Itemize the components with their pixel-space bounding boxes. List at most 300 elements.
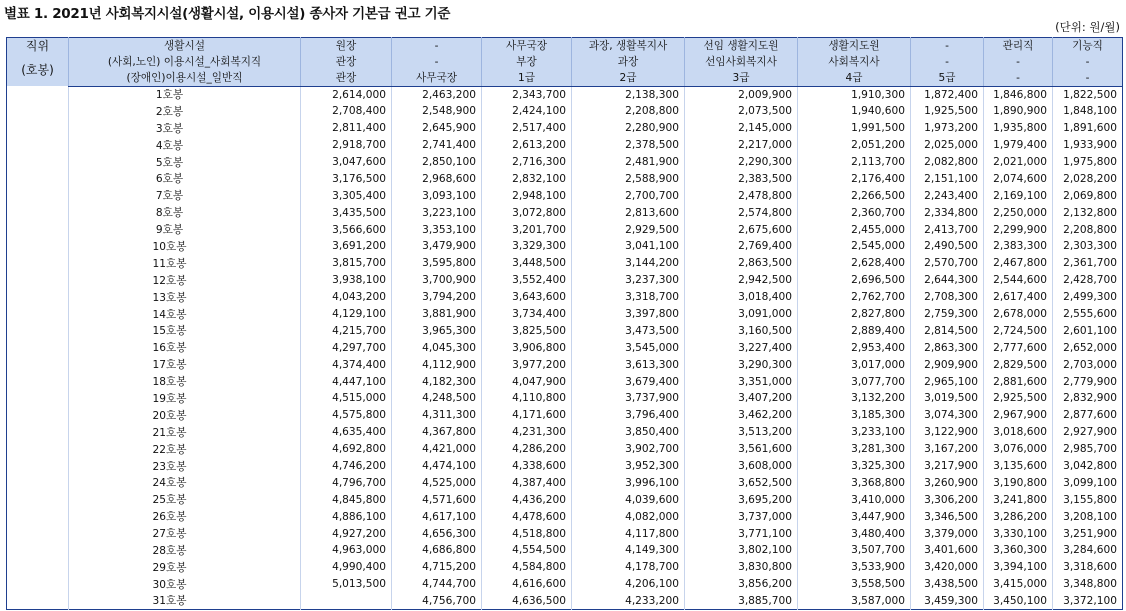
- salary-cell: 2,145,000: [685, 120, 798, 137]
- row-spacer: [7, 491, 69, 508]
- salary-cell: 3,977,200: [482, 356, 572, 373]
- salary-cell: 3,407,200: [685, 390, 798, 407]
- row-spacer: [7, 322, 69, 339]
- salary-cell: 3,881,900: [392, 306, 482, 323]
- salary-cell: 3,545,000: [572, 339, 685, 356]
- salary-cell: 3,700,900: [392, 272, 482, 289]
- salary-cell: 4,129,100: [301, 306, 392, 323]
- salary-cell: 3,318,600: [1053, 559, 1123, 576]
- salary-cell: 1,848,100: [1053, 103, 1123, 120]
- salary-cell: 2,614,000: [301, 86, 392, 103]
- row-spacer: [7, 120, 69, 137]
- salary-cell: 2,942,500: [685, 272, 798, 289]
- salary-cell: 3,802,100: [685, 542, 798, 559]
- col-header: 사무국장: [482, 38, 572, 54]
- salary-cell: 2,929,500: [572, 221, 685, 238]
- salary-cell: 2,968,600: [392, 170, 482, 187]
- salary-cell: 3,507,700: [798, 542, 911, 559]
- salary-cell: 3,351,000: [685, 373, 798, 390]
- row-spacer: [7, 441, 69, 458]
- salary-cell: 2,428,700: [1053, 272, 1123, 289]
- table-row: [7, 154, 1123, 171]
- salary-cell: 3,237,300: [572, 272, 685, 289]
- salary-cell: 4,215,700: [301, 322, 392, 339]
- salary-cell: 2,138,300: [572, 86, 685, 103]
- table-row: [7, 542, 1123, 559]
- row-spacer: [7, 525, 69, 542]
- salary-cell: 4,171,600: [482, 407, 572, 424]
- salary-cell: 3,394,100: [984, 559, 1053, 576]
- col-header: 과장, 생활복지사: [572, 38, 685, 54]
- col-header: 관리직: [984, 38, 1053, 54]
- salary-cell: 1,975,800: [1053, 154, 1123, 171]
- salary-cell: 3,695,200: [685, 491, 798, 508]
- salary-cell: 4,796,700: [301, 474, 392, 491]
- step-label: 17호봉: [69, 356, 301, 373]
- salary-cell: 2,069,800: [1053, 187, 1123, 204]
- salary-cell: 3,938,100: [301, 272, 392, 289]
- salary-cell: 2,383,500: [685, 170, 798, 187]
- salary-cell: 3,099,100: [1053, 474, 1123, 491]
- salary-cell: 4,043,200: [301, 289, 392, 306]
- salary-cell: 1,973,200: [911, 120, 984, 137]
- salary-cell: 2,424,100: [482, 103, 572, 120]
- salary-cell: 3,825,500: [482, 322, 572, 339]
- salary-cell: 4,117,800: [572, 525, 685, 542]
- salary-cell: [301, 593, 392, 610]
- salary-cell: 3,480,400: [798, 525, 911, 542]
- col-header: -: [984, 70, 1053, 86]
- salary-cell: 3,074,300: [911, 407, 984, 424]
- col-header: 기능직: [1053, 38, 1123, 54]
- salary-cell: 2,652,000: [1053, 339, 1123, 356]
- salary-cell: 4,692,800: [301, 441, 392, 458]
- salary-cell: 3,167,200: [911, 441, 984, 458]
- step-label: 21호봉: [69, 424, 301, 441]
- salary-table: [6, 37, 1123, 610]
- salary-cell: 2,889,400: [798, 322, 911, 339]
- salary-cell: 4,311,300: [392, 407, 482, 424]
- salary-cell: 2,762,700: [798, 289, 911, 306]
- table-row: [7, 238, 1123, 255]
- col-header: 과장: [572, 54, 685, 70]
- salary-cell: 2,645,900: [392, 120, 482, 137]
- salary-cell: 3,042,800: [1053, 458, 1123, 475]
- table-row: [7, 272, 1123, 289]
- salary-cell: 3,144,200: [572, 255, 685, 272]
- step-label: 16호봉: [69, 339, 301, 356]
- step-label: 24호봉: [69, 474, 301, 491]
- row-spacer: [7, 103, 69, 120]
- salary-cell: 2,208,800: [1053, 221, 1123, 238]
- step-label: 22호봉: [69, 441, 301, 458]
- step-header-line2: (호봉): [21, 63, 54, 77]
- table-row: [7, 593, 1123, 610]
- salary-cell: 2,169,100: [984, 187, 1053, 204]
- salary-cell: 2,716,300: [482, 154, 572, 171]
- salary-cell: 3,379,000: [911, 525, 984, 542]
- row-spacer: [7, 289, 69, 306]
- table-row: [7, 306, 1123, 323]
- salary-cell: 3,260,900: [911, 474, 984, 491]
- salary-cell: 2,548,900: [392, 103, 482, 120]
- table-row: [7, 221, 1123, 238]
- salary-cell: 2,334,800: [911, 204, 984, 221]
- salary-cell: 1,991,500: [798, 120, 911, 137]
- salary-cell: 2,250,000: [984, 204, 1053, 221]
- salary-cell: 4,110,800: [482, 390, 572, 407]
- salary-cell: 4,963,000: [301, 542, 392, 559]
- salary-cell: 2,280,900: [572, 120, 685, 137]
- salary-cell: 4,478,600: [482, 508, 572, 525]
- salary-cell: 3,017,000: [798, 356, 911, 373]
- salary-cell: 3,462,200: [685, 407, 798, 424]
- salary-cell: 2,909,900: [911, 356, 984, 373]
- salary-cell: 3,372,100: [1053, 593, 1123, 610]
- salary-cell: 1,872,400: [911, 86, 984, 103]
- salary-cell: 2,675,600: [685, 221, 798, 238]
- salary-cell: 2,360,700: [798, 204, 911, 221]
- salary-cell: 3,435,500: [301, 204, 392, 221]
- salary-cell: 4,182,300: [392, 373, 482, 390]
- salary-cell: 3,155,800: [1053, 491, 1123, 508]
- col-header: -: [1053, 54, 1123, 70]
- salary-cell: 3,479,900: [392, 238, 482, 255]
- salary-cell: 1,822,500: [1053, 86, 1123, 103]
- row-spacer: [7, 474, 69, 491]
- salary-cell: 3,965,300: [392, 322, 482, 339]
- salary-cell: 2,455,000: [798, 221, 911, 238]
- col-header: 사회복지사: [798, 54, 911, 70]
- salary-cell: 3,906,800: [482, 339, 572, 356]
- salary-cell: 2,025,000: [911, 137, 984, 154]
- table-row: [7, 407, 1123, 424]
- salary-cell: 4,149,300: [572, 542, 685, 559]
- salary-cell: 3,368,800: [798, 474, 911, 491]
- table-row: [7, 103, 1123, 120]
- col-header: 선임사회복지사: [685, 54, 798, 70]
- salary-cell: 3,227,400: [685, 339, 798, 356]
- salary-cell: 4,436,200: [482, 491, 572, 508]
- col-header: -: [984, 54, 1053, 70]
- salary-cell: 4,248,500: [392, 390, 482, 407]
- step-label: 5호봉: [69, 154, 301, 171]
- salary-cell: 1,933,900: [1053, 137, 1123, 154]
- salary-cell: 2,877,600: [1053, 407, 1123, 424]
- salary-cell: 2,779,900: [1053, 373, 1123, 390]
- step-label: 18호봉: [69, 373, 301, 390]
- salary-cell: 3,952,300: [572, 458, 685, 475]
- salary-cell: 1,979,400: [984, 137, 1053, 154]
- step-label: 20호봉: [69, 407, 301, 424]
- salary-cell: 4,571,600: [392, 491, 482, 508]
- salary-cell: 2,644,300: [911, 272, 984, 289]
- salary-cell: 4,233,200: [572, 593, 685, 610]
- salary-cell: 2,290,300: [685, 154, 798, 171]
- salary-cell: 4,656,300: [392, 525, 482, 542]
- salary-cell: 3,353,100: [392, 221, 482, 238]
- salary-cell: 3,613,300: [572, 356, 685, 373]
- salary-cell: 2,696,500: [798, 272, 911, 289]
- salary-cell: 2,009,900: [685, 86, 798, 103]
- salary-cell: 3,794,200: [392, 289, 482, 306]
- table-row: [7, 86, 1123, 103]
- label-header-line3: (장애인)이용시설_일반직: [69, 70, 301, 86]
- salary-cell: 4,387,400: [482, 474, 572, 491]
- salary-cell: 1,940,600: [798, 103, 911, 120]
- row-spacer: [7, 390, 69, 407]
- table-row: [7, 339, 1123, 356]
- salary-cell: 2,918,700: [301, 137, 392, 154]
- salary-cell: 2,708,300: [911, 289, 984, 306]
- salary-cell: 3,018,600: [984, 424, 1053, 441]
- row-spacer: [7, 339, 69, 356]
- salary-cell: 2,613,200: [482, 137, 572, 154]
- step-label: 8호봉: [69, 204, 301, 221]
- salary-cell: 3,185,300: [798, 407, 911, 424]
- col-header: 사무국장: [392, 70, 482, 86]
- salary-cell: 3,201,700: [482, 221, 572, 238]
- salary-cell: 3,401,600: [911, 542, 984, 559]
- salary-cell: 4,744,700: [392, 576, 482, 593]
- salary-cell: 2,925,500: [984, 390, 1053, 407]
- salary-cell: 2,555,600: [1053, 306, 1123, 323]
- salary-cell: 3,077,700: [798, 373, 911, 390]
- col-header: 5급: [911, 70, 984, 86]
- salary-cell: 2,948,100: [482, 187, 572, 204]
- step-label: 29호봉: [69, 559, 301, 576]
- salary-cell: 3,850,400: [572, 424, 685, 441]
- table-row: [7, 525, 1123, 542]
- salary-cell: 4,286,200: [482, 441, 572, 458]
- step-label: 28호봉: [69, 542, 301, 559]
- table-row: [7, 187, 1123, 204]
- salary-cell: 3,566,600: [301, 221, 392, 238]
- salary-cell: 3,241,800: [984, 491, 1053, 508]
- salary-cell: 3,856,200: [685, 576, 798, 593]
- salary-cell: 3,679,400: [572, 373, 685, 390]
- salary-cell: 2,811,400: [301, 120, 392, 137]
- salary-cell: 4,231,300: [482, 424, 572, 441]
- salary-cell: 2,545,000: [798, 238, 911, 255]
- col-header: 생활지도원: [798, 38, 911, 54]
- salary-cell: 2,953,400: [798, 339, 911, 356]
- salary-cell: 2,724,500: [984, 322, 1053, 339]
- table-row: [7, 356, 1123, 373]
- salary-cell: 3,438,500: [911, 576, 984, 593]
- salary-cell: 3,415,000: [984, 576, 1053, 593]
- salary-cell: 3,306,200: [911, 491, 984, 508]
- salary-cell: 4,047,900: [482, 373, 572, 390]
- salary-cell: 4,338,600: [482, 458, 572, 475]
- table-row: [7, 204, 1123, 221]
- salary-cell: 4,039,600: [572, 491, 685, 508]
- row-spacer: [7, 356, 69, 373]
- table-row: [7, 170, 1123, 187]
- salary-cell: 2,021,000: [984, 154, 1053, 171]
- step-label: 11호봉: [69, 255, 301, 272]
- salary-cell: 3,290,300: [685, 356, 798, 373]
- step-label: 31호봉: [69, 593, 301, 610]
- salary-cell: 3,190,800: [984, 474, 1053, 491]
- step-label: 10호봉: [69, 238, 301, 255]
- salary-cell: 3,091,000: [685, 306, 798, 323]
- row-spacer: [7, 204, 69, 221]
- salary-cell: 3,595,800: [392, 255, 482, 272]
- salary-cell: 4,297,700: [301, 339, 392, 356]
- col-header: -: [392, 54, 482, 70]
- unit-label: (단위: 원/월): [1055, 20, 1120, 34]
- salary-cell: 2,759,300: [911, 306, 984, 323]
- salary-cell: 2,208,800: [572, 103, 685, 120]
- salary-cell: 2,967,900: [984, 407, 1053, 424]
- salary-cell: 2,985,700: [1053, 441, 1123, 458]
- salary-cell: 3,346,500: [911, 508, 984, 525]
- salary-cell: 4,518,800: [482, 525, 572, 542]
- table-row: [7, 137, 1123, 154]
- salary-cell: 3,330,100: [984, 525, 1053, 542]
- salary-cell: 2,850,100: [392, 154, 482, 171]
- row-spacer: [7, 407, 69, 424]
- salary-cell: 4,636,500: [482, 593, 572, 610]
- salary-cell: 1,891,600: [1053, 120, 1123, 137]
- salary-cell: 3,160,500: [685, 322, 798, 339]
- step-label: 7호봉: [69, 187, 301, 204]
- salary-cell: 3,830,800: [685, 559, 798, 576]
- table-row: [7, 390, 1123, 407]
- row-spacer: [7, 187, 69, 204]
- table-row: [7, 458, 1123, 475]
- salary-cell: 4,845,800: [301, 491, 392, 508]
- salary-cell: 2,151,100: [911, 170, 984, 187]
- salary-cell: 5,013,500: [301, 576, 392, 593]
- salary-cell: 3,122,900: [911, 424, 984, 441]
- salary-cell: 2,881,600: [984, 373, 1053, 390]
- salary-cell: 3,587,000: [798, 593, 911, 610]
- row-spacer: [7, 576, 69, 593]
- col-header: -: [911, 54, 984, 70]
- salary-cell: 3,135,600: [984, 458, 1053, 475]
- salary-cell: 2,467,800: [984, 255, 1053, 272]
- salary-cell: 4,616,600: [482, 576, 572, 593]
- salary-cell: 3,348,800: [1053, 576, 1123, 593]
- row-spacer: [7, 86, 69, 103]
- col-header: -: [911, 38, 984, 54]
- row-spacer: [7, 154, 69, 171]
- salary-cell: 3,608,000: [685, 458, 798, 475]
- row-spacer: [7, 238, 69, 255]
- salary-cell: 4,178,700: [572, 559, 685, 576]
- row-spacer: [7, 137, 69, 154]
- row-spacer: [7, 458, 69, 475]
- salary-cell: 2,378,500: [572, 137, 685, 154]
- salary-cell: 2,343,700: [482, 86, 572, 103]
- step-label: 1호봉: [69, 86, 301, 103]
- salary-cell: 2,299,900: [984, 221, 1053, 238]
- salary-cell: 2,073,500: [685, 103, 798, 120]
- salary-cell: 3,459,300: [911, 593, 984, 610]
- salary-cell: 4,474,100: [392, 458, 482, 475]
- salary-cell: 2,628,400: [798, 255, 911, 272]
- salary-cell: 3,360,300: [984, 542, 1053, 559]
- salary-cell: 4,525,000: [392, 474, 482, 491]
- salary-cell: 3,815,700: [301, 255, 392, 272]
- step-label: 4호봉: [69, 137, 301, 154]
- salary-cell: 3,019,500: [911, 390, 984, 407]
- step-column-header: [7, 38, 69, 87]
- salary-cell: 4,990,400: [301, 559, 392, 576]
- table-row: [7, 424, 1123, 441]
- salary-cell: 4,635,400: [301, 424, 392, 441]
- salary-cell: 4,686,800: [392, 542, 482, 559]
- salary-cell: 4,746,200: [301, 458, 392, 475]
- salary-cell: 3,473,500: [572, 322, 685, 339]
- salary-cell: 3,552,400: [482, 272, 572, 289]
- col-header: 부장: [482, 54, 572, 70]
- table-row: [7, 373, 1123, 390]
- salary-cell: 3,251,900: [1053, 525, 1123, 542]
- salary-cell: 4,206,100: [572, 576, 685, 593]
- row-spacer: [7, 542, 69, 559]
- col-header: 3급: [685, 70, 798, 86]
- salary-cell: 2,832,900: [1053, 390, 1123, 407]
- salary-cell: 4,617,100: [392, 508, 482, 525]
- salary-cell: 3,652,500: [685, 474, 798, 491]
- salary-cell: 2,243,400: [911, 187, 984, 204]
- salary-cell: 4,756,700: [392, 593, 482, 610]
- salary-cell: 3,771,100: [685, 525, 798, 542]
- step-label: 2호봉: [69, 103, 301, 120]
- step-label: 19호봉: [69, 390, 301, 407]
- salary-cell: 4,112,900: [392, 356, 482, 373]
- table-row: [7, 559, 1123, 576]
- salary-cell: 4,575,800: [301, 407, 392, 424]
- table-body: [7, 86, 1123, 610]
- row-spacer: [7, 221, 69, 238]
- salary-cell: 2,499,300: [1053, 289, 1123, 306]
- salary-cell: 2,217,000: [685, 137, 798, 154]
- col-header: 선임 생활지도원: [685, 38, 798, 54]
- salary-cell: 2,132,800: [1053, 204, 1123, 221]
- salary-cell: 3,691,200: [301, 238, 392, 255]
- salary-cell: 4,515,000: [301, 390, 392, 407]
- table-row: [7, 289, 1123, 306]
- salary-cell: 4,082,000: [572, 508, 685, 525]
- col-header: 4급: [798, 70, 911, 86]
- salary-cell: 2,814,500: [911, 322, 984, 339]
- salary-cell: 4,374,400: [301, 356, 392, 373]
- salary-cell: 1,910,300: [798, 86, 911, 103]
- row-spacer: [7, 593, 69, 610]
- col-header: -: [392, 38, 482, 54]
- salary-cell: 3,176,500: [301, 170, 392, 187]
- salary-cell: 2,832,100: [482, 170, 572, 187]
- col-header: 1급: [482, 70, 572, 86]
- salary-cell: 2,588,900: [572, 170, 685, 187]
- salary-cell: 1,925,500: [911, 103, 984, 120]
- salary-cell: 2,827,800: [798, 306, 911, 323]
- salary-cell: 4,421,000: [392, 441, 482, 458]
- table-row: [7, 491, 1123, 508]
- salary-cell: 3,076,000: [984, 441, 1053, 458]
- page-title: 별표 1. 2021년 사회복지시설(생활시설, 이용시설) 종사자 기본급 권고 기준: [4, 6, 451, 22]
- salary-cell: 2,176,400: [798, 170, 911, 187]
- salary-cell: 2,574,800: [685, 204, 798, 221]
- salary-cell: 4,554,500: [482, 542, 572, 559]
- salary-cell: 3,410,000: [798, 491, 911, 508]
- salary-cell: 3,447,900: [798, 508, 911, 525]
- step-header-line1: 직위: [25, 39, 50, 53]
